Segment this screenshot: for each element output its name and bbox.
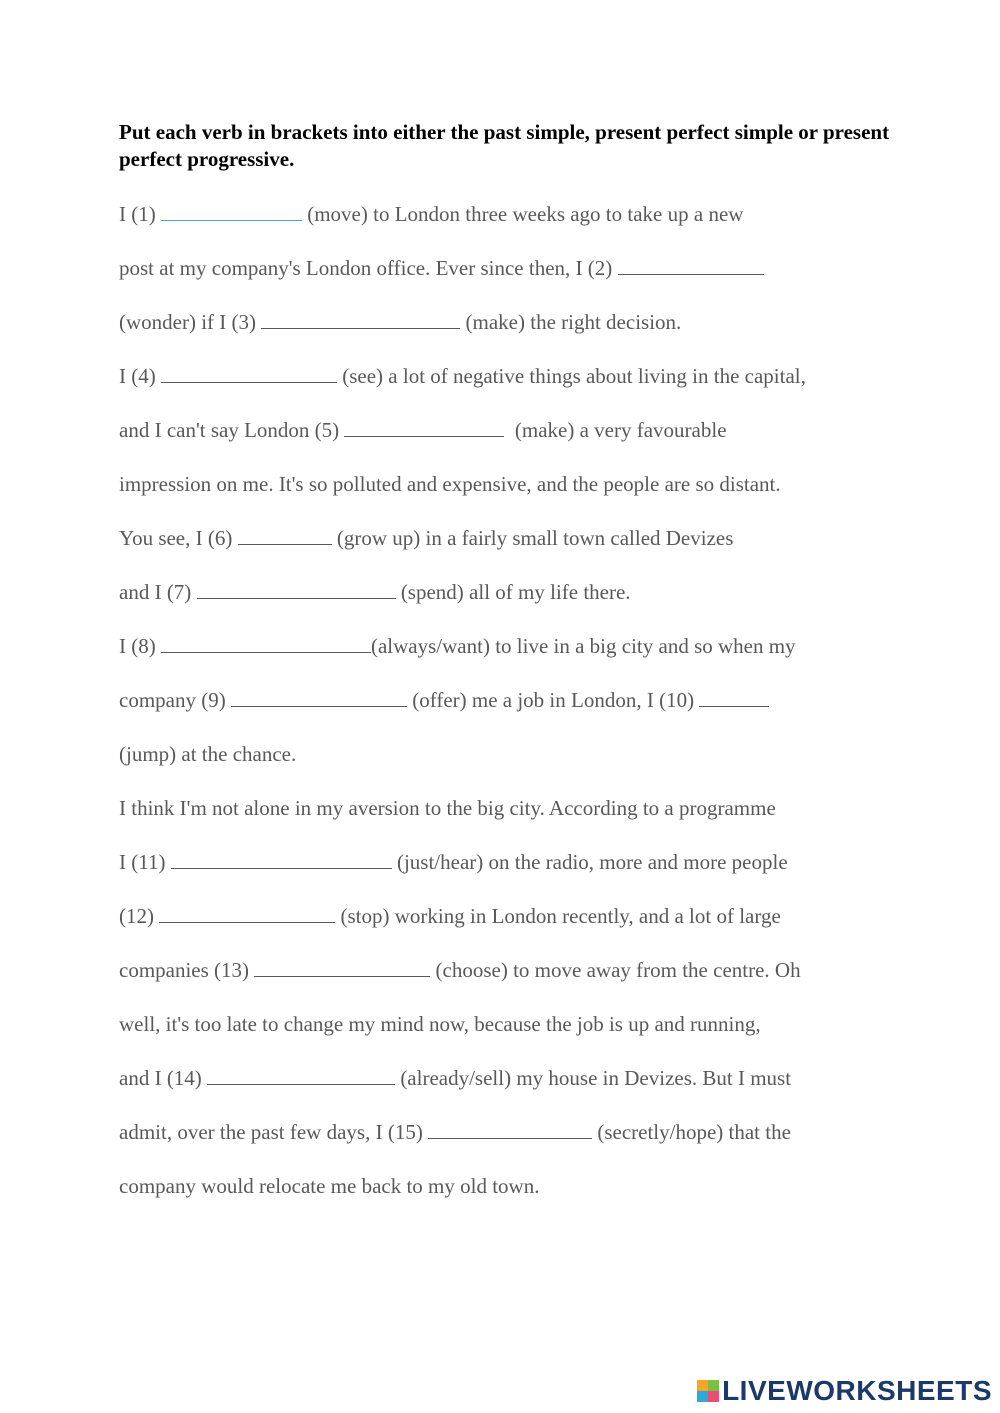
answer-blank-14[interactable] [207, 1067, 395, 1085]
answer-blank-12[interactable] [159, 905, 335, 923]
answer-blank-10[interactable] [699, 689, 769, 707]
answer-blank-13[interactable] [254, 959, 430, 977]
exercise-line-4: I (4) (see) a lot of negative things about living in the capital, [119, 364, 806, 388]
answer-blank-11[interactable] [171, 851, 392, 869]
exercise-line-14: (12) (stop) working in London recently, and a lot of large [119, 904, 781, 928]
exercise-line-19: company would relocate me back to my old town. [119, 1174, 540, 1198]
liveworksheets-logo-icon [697, 1380, 719, 1402]
exercise-line-9: I (8) (always/want) to live in a big city and so when my [119, 634, 796, 658]
exercise-line-17: and I (14) (already/sell) my house in Devizes. But I must [119, 1066, 792, 1090]
exercise-line-8: and I (7) (spend) all of my life there. [119, 580, 631, 604]
exercise-line-2: post at my company's London office. Ever since then, I (2) [119, 254, 764, 282]
exercise-line-7: You see, I (6) (grow up) in a fairly small town called Devizes [119, 526, 734, 550]
exercise-line-1: I (1) (move) to London three weeks ago to take up a new [119, 202, 744, 226]
exercise-line-15: companies (13) (choose) to move away from the centre. Oh [119, 958, 801, 982]
brand-name: LIVEWORKSHEETS [722, 1375, 992, 1406]
answer-blank-4[interactable] [161, 365, 337, 383]
answer-blank-15[interactable] [428, 1121, 592, 1139]
answer-blank-9[interactable] [231, 689, 407, 707]
liveworksheets-brand[interactable] [697, 1377, 992, 1405]
exercise-line-18: admit, over the past few days, I (15) (secretly/hope) that the [119, 1120, 791, 1144]
answer-blank-5[interactable] [344, 419, 504, 437]
exercise-line-13: I (11) (just/hear) on the radio, more and more people [119, 850, 788, 874]
exercise-line-3: (wonder) if I (3) (make) the right decision. [119, 310, 682, 334]
answer-blank-3[interactable] [261, 311, 460, 329]
answer-blank-2[interactable] [618, 257, 764, 275]
answer-blank-1[interactable] [161, 203, 302, 221]
answer-blank-6[interactable] [238, 527, 332, 545]
answer-blank-7[interactable] [197, 581, 396, 599]
exercise-line-5: and I can't say London (5) (make) a very favourable [119, 418, 727, 442]
exercise-line-6: impression on me. It's so polluted and expensive, and the people are so distant. [119, 472, 781, 496]
answer-blank-8[interactable] [161, 635, 371, 653]
exercise-line-10: company (9) (offer) me a job in London, I (10) [119, 686, 769, 714]
exercise-line-11: (jump) at the chance. [119, 742, 297, 766]
exercise-line-12: I think I'm not alone in my aversion to the big city. According to a programme [119, 796, 776, 820]
exercise-line-16: well, it's too late to change my mind now, because the job is up and running, [119, 1012, 761, 1036]
instructions-heading: Put each verb in brackets into either the past simple, present perfect simple or present perfect progressive. [119, 120, 890, 171]
